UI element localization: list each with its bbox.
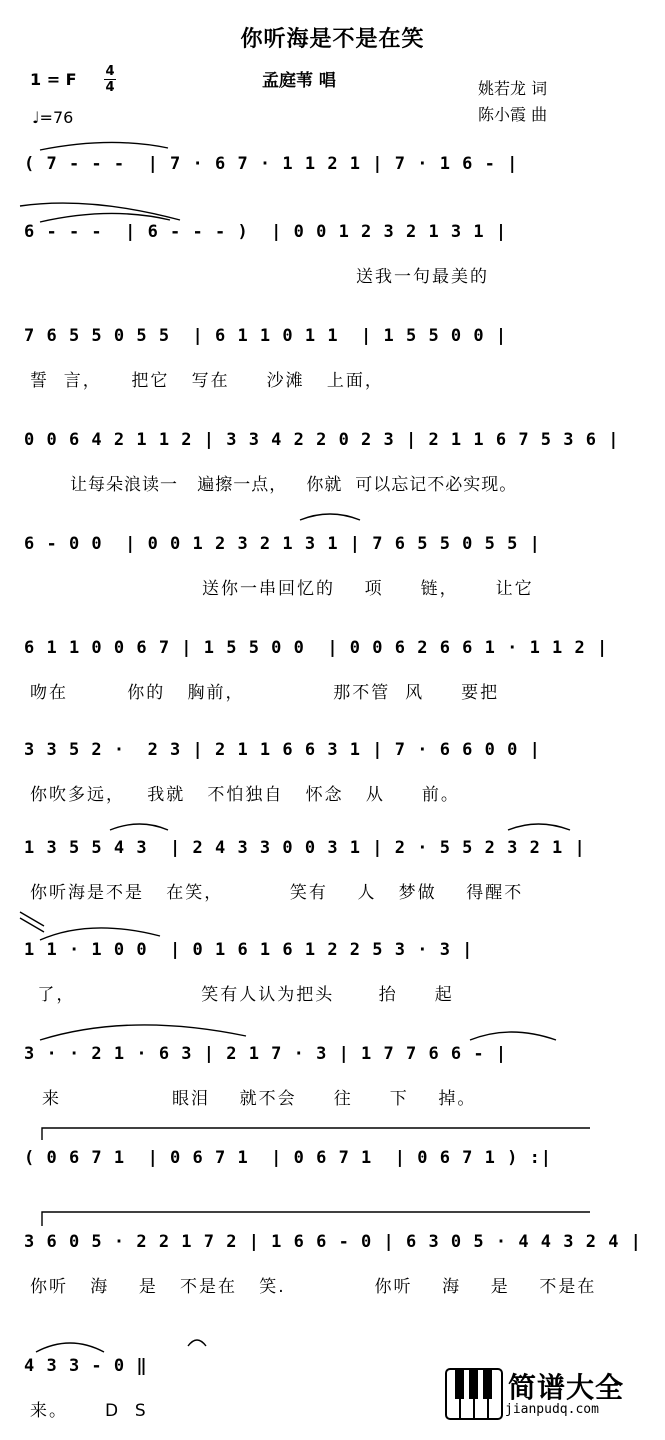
score-line-10-lyrics: 来 眼泪 就不会 往 下 掉。 — [42, 1089, 477, 1109]
score-line-3-notes: 7 6 5 5 0 5 5 | 6 1 1 0 1 1 | 1 5 5 0 0 | — [24, 326, 508, 346]
watermark-url: jianpudq.com — [505, 1402, 599, 1417]
slur-mark — [40, 928, 160, 940]
score-line-3-lyrics: 誓 言， 把它 写在 沙滩 上面， — [30, 371, 384, 391]
time-signature-bottom: 4 — [105, 80, 115, 95]
song-title: 你听海是不是在笑 — [240, 27, 425, 52]
tempo-marking: ♩=76 — [32, 108, 74, 127]
slur-mark — [40, 1025, 246, 1040]
score-line-1-notes: ( 7 - - - | 7 · 6 7 · 1 1 2 1 | 7 · 1 6 - | — [24, 154, 519, 174]
score-line-11-notes: ( 0 6 7 1 | 0 6 7 1 | 0 6 7 1 | 0 6 7 1 ) :| — [24, 1148, 553, 1168]
composer-credit: 陈小霞 曲 — [478, 105, 548, 124]
score-line-5-lyrics: 送你一串回忆的 项 链， 让它 — [202, 579, 534, 599]
slur-mark — [470, 1032, 556, 1040]
key-signature: 1 = F — [30, 70, 77, 89]
score-line-13-notes: 4 3 3 - 0 ‖ — [24, 1356, 148, 1376]
slur-mark — [508, 824, 570, 830]
score-line-6-notes: 6 1 1 0 0 6 7 | 1 5 5 0 0 | 0 0 6 2 6 6 1 · 1 1 2 | — [24, 638, 609, 658]
score-line-8-lyrics: 你听海是不是 在笑， 笑有 人 梦做 得醒不 — [30, 883, 524, 903]
slur-mark — [20, 912, 44, 932]
score-line-4-notes: 0 0 6 4 2 1 1 2 | 3 3 4 2 2 0 2 3 | 2 1 1 6 7 5 3 6 | — [24, 430, 620, 450]
score-line-6-lyrics: 吻在 你的 胸前， 那不管 风 要把 — [30, 683, 500, 703]
score-line-12-lyrics: 你听 海 是 不是在 笑. 你听 海 是 不是在 — [30, 1277, 597, 1297]
singer-credit: 孟庭苇 唱 — [262, 71, 336, 91]
piano-keys-logo-icon — [445, 1368, 503, 1420]
slur-mark — [300, 514, 360, 520]
score-line-2-lyrics: 送我一句最美的 — [356, 267, 489, 287]
score-line-4-lyrics: 让每朵浪读一 遍擦一点， 你就 可以忘记不必实现。 — [70, 475, 518, 495]
score-line-9-lyrics: 了， 笑有人认为把头 抬 起 — [30, 985, 454, 1005]
time-signature-top: 4 — [105, 64, 115, 79]
score-line-9-notes: 1 1 · 1 0 0 | 0 1 6 1 6 1 2 2 5 3 · 3 | — [24, 940, 474, 960]
score-line-13-lyrics: 来。 D S — [30, 1401, 148, 1421]
slur-mark — [40, 142, 168, 150]
slur-mark — [110, 824, 168, 830]
score-line-7-lyrics: 你吹多远， 我就 不怕独自 怀念 从 前。 — [30, 785, 460, 805]
lyricist-credit: 姚若龙 词 — [478, 79, 548, 98]
volta-bracket-2 — [42, 1212, 590, 1226]
fermata-mark — [188, 1340, 206, 1346]
slur-mark — [36, 1343, 104, 1352]
score-line-5-notes: 6 - 0 0 | 0 0 1 2 3 2 1 3 1 | 7 6 5 5 0 5 5 | — [24, 534, 541, 554]
score-line-2-notes: 6 - - - | 6 - - - ) | 0 0 1 2 3 2 1 3 1 | — [24, 222, 508, 242]
watermark-brand: 简谱大全 — [508, 1371, 625, 1404]
slur-mark — [40, 213, 170, 222]
score-line-8-notes: 1 3 5 5 4 3 | 2 4 3 3 0 0 3 1 | 2 · 5 5 2 3 2 1 | — [24, 838, 586, 858]
score-line-12-notes: 3 6 0 5 · 2 2 1 7 2 | 1 6 6 - 0 | 6 3 0 5 · 4 4 3 2 4 | — [24, 1232, 642, 1252]
volta-bracket-1 — [42, 1128, 590, 1140]
score-line-10-notes: 3 · · 2 1 · 6 3 | 2 1 7 · 3 | 1 7 7 6 6 - | — [24, 1044, 508, 1064]
score-line-7-notes: 3 3 5 2 · 2 3 | 2 1 1 6 6 3 1 | 7 · 6 6 0 0 | — [24, 740, 541, 760]
